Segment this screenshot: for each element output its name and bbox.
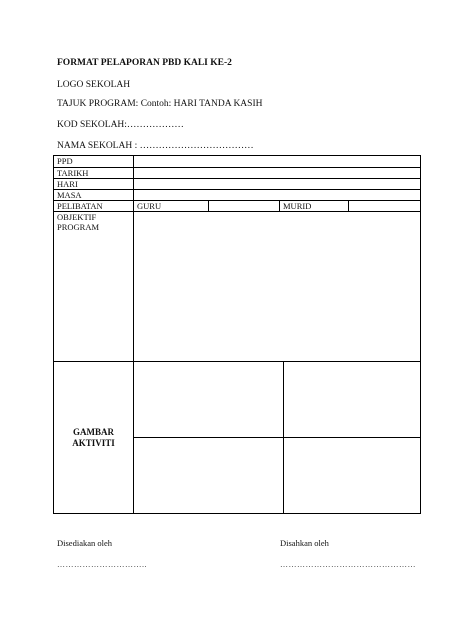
row-hari [54,179,421,190]
logo-label: LOGO SEKOLAH [57,80,131,90]
masa-label: MASA [54,190,134,201]
row-objektif [54,212,421,362]
row-tarikh [54,168,421,179]
objektif-field[interactable] [134,212,421,362]
report-title: FORMAT PELAPORAN PBD KALI KE-2 [57,58,232,68]
pelibatan-label: PELIBATAN [54,201,134,212]
murid-label: MURID [280,201,349,211]
approved-by-label: Disahkan oleh [280,538,329,548]
guru-field[interactable] [209,201,280,211]
masa-field[interactable] [134,190,421,201]
ppd-field[interactable] [134,156,421,168]
objektif-label [54,212,134,362]
row-gambar [54,362,421,514]
prepared-by-label: Disediakan oleh [57,538,112,548]
photo-slot-4[interactable] [284,438,421,514]
prepared-by-signature-line[interactable]: ………………………….. [57,560,147,569]
school-code-label: KOD SEKOLAH:……………… [57,120,184,130]
photo-grid [134,362,420,513]
gambar-label [54,362,134,514]
approved-by-signature-line[interactable]: ………………………………………… [280,560,416,569]
row-ppd [54,156,421,168]
pelibatan-subtable [134,201,420,211]
row-masa [54,190,421,201]
school-name-label: NAMA SEKOLAH : ……………………………… [57,141,254,151]
row-pelibatan [54,201,421,212]
report-form-table [53,155,421,514]
guru-label: GURU [134,201,209,211]
pelibatan-cell [134,201,421,212]
tarikh-field[interactable] [134,168,421,179]
hari-label: HARI [54,179,134,190]
objektif-label-line1: OBJEKTIF [57,212,97,222]
murid-field[interactable] [349,201,421,211]
objektif-label-line2: PROGRAM [57,222,100,232]
gambar-label-line2: AKTIVITI [72,437,115,448]
program-title-label: TAJUK PROGRAM: Contoh: HARI TANDA KASIH [57,99,263,109]
photo-slot-1[interactable] [134,362,284,438]
gambar-cell [134,362,421,514]
photo-slot-3[interactable] [134,438,284,514]
gambar-label-line1: GAMBAR [73,426,114,437]
hari-field[interactable] [134,179,421,190]
photo-slot-2[interactable] [284,362,421,438]
tarikh-label: TARIKH [54,168,134,179]
ppd-label: PPD [54,156,134,168]
